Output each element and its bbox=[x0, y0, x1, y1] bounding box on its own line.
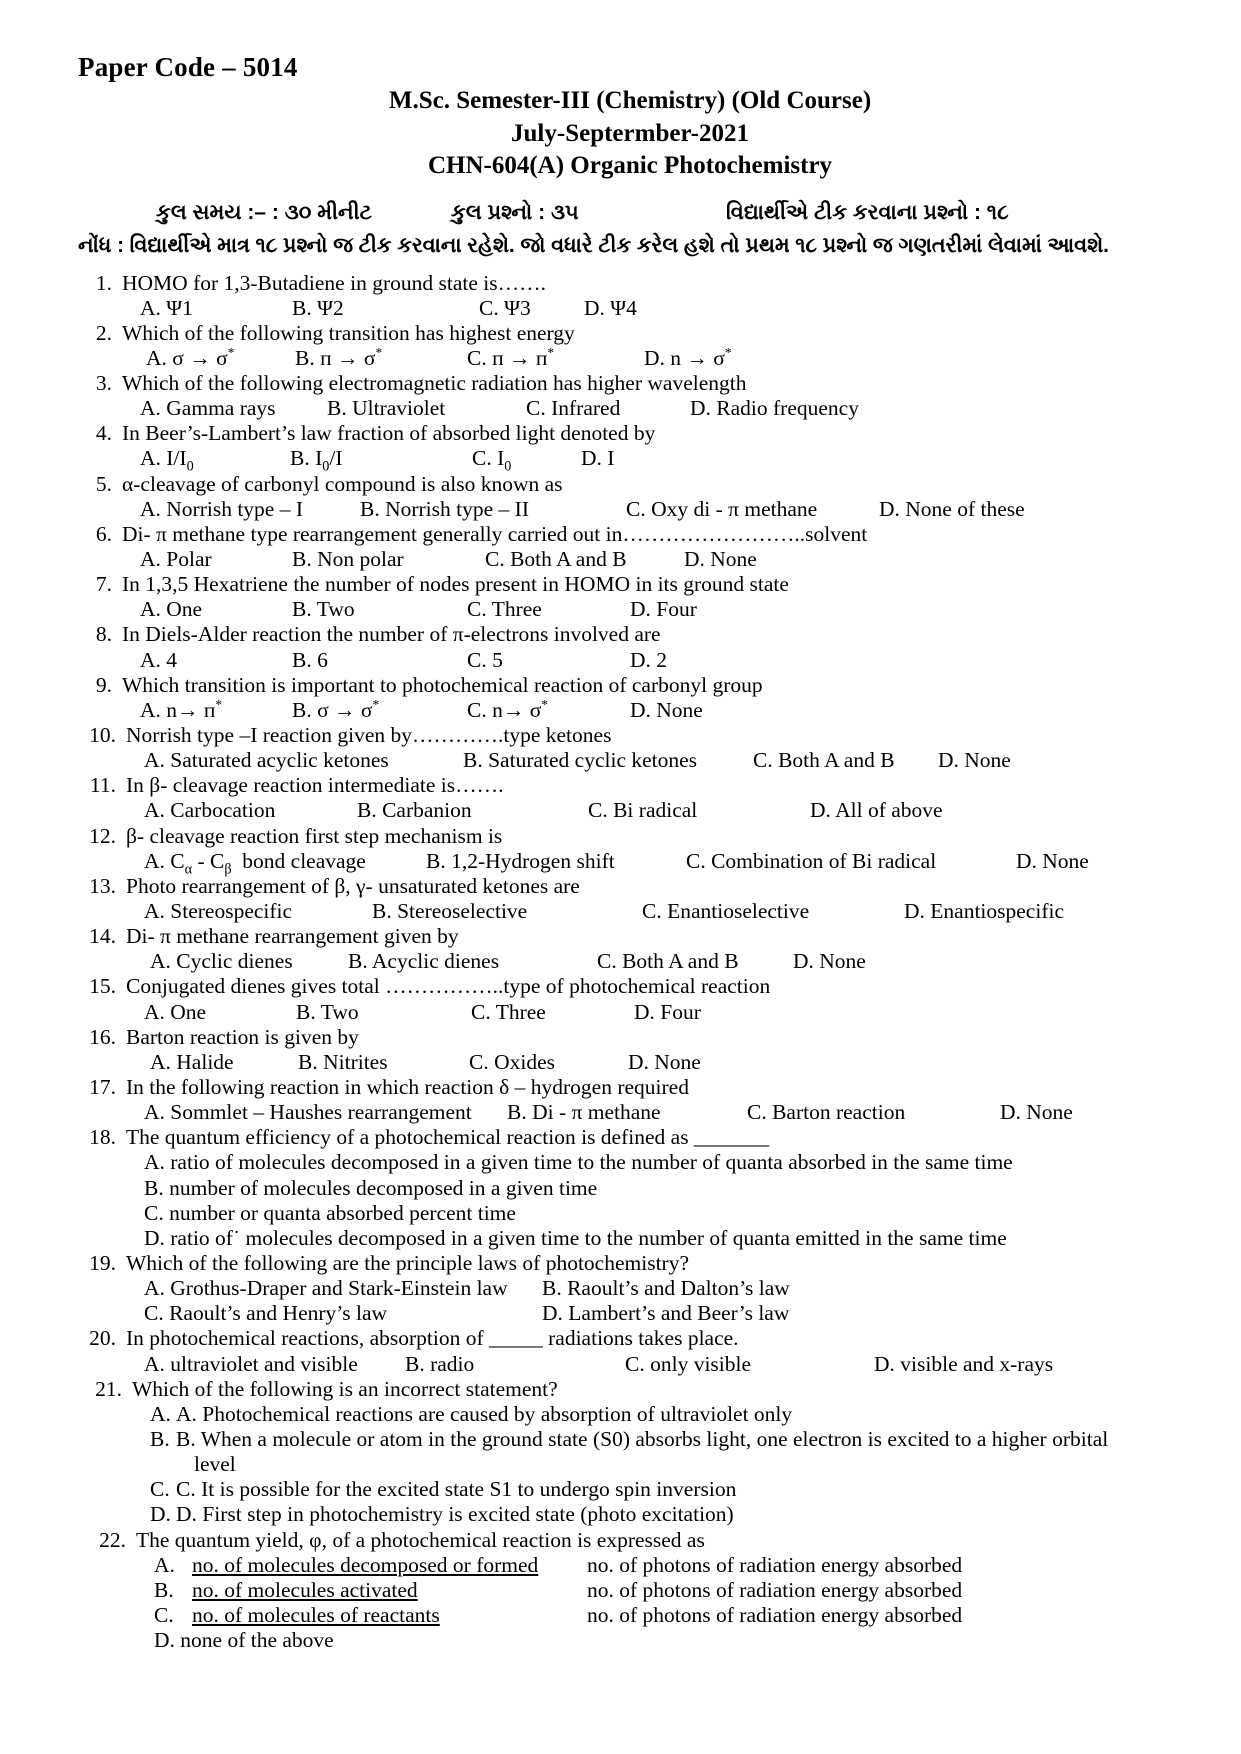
option-a[interactable]: A. σ → σ* bbox=[146, 344, 235, 370]
option-row bbox=[126, 1050, 1146, 1075]
exam-title-line3: CHN-604(A) Organic Photochemistry bbox=[427, 152, 833, 179]
option-row bbox=[122, 698, 1146, 723]
option-row bbox=[122, 597, 1146, 622]
option-c[interactable]: C. Three bbox=[471, 999, 546, 1024]
option-c[interactable]: C. Oxy di - π methane bbox=[626, 496, 818, 521]
question-number: 18. bbox=[89, 1125, 116, 1150]
option-c[interactable]: C. number or quanta absorbed percent time bbox=[144, 1200, 516, 1225]
option-b[interactable]: B. Non polar bbox=[292, 547, 404, 572]
question-text: Di- π methane rearrangement given by bbox=[126, 924, 459, 949]
question-item bbox=[78, 773, 1146, 823]
option-b[interactable]: B. σ → σ* bbox=[292, 696, 380, 722]
option-a[interactable]: A. 4 bbox=[140, 647, 178, 672]
option-c[interactable]: C. Combination of Bi radical bbox=[686, 848, 937, 873]
option-row bbox=[126, 1301, 1146, 1326]
question-item bbox=[78, 1377, 1146, 1528]
question-text: α-cleavage of carbonyl compound is also known as bbox=[122, 471, 563, 496]
question-text: In Beer’s-Lambert’s law fraction of absorbed light denoted by bbox=[122, 421, 656, 446]
question-number: 13. bbox=[89, 873, 116, 898]
option-c-text: C. It is possible for the excited state S1 to undergo spin inversion bbox=[176, 1477, 737, 1502]
option-b[interactable]: B. B. When a molecule or atom in the ground state (S0) absorbs light, one electron is excited to a higher orbital bbox=[150, 1426, 1109, 1451]
option-a[interactable]: A. Polar bbox=[140, 547, 212, 572]
option-c[interactable]: C. C. It is possible for the excited state S1 to undergo spin inversion bbox=[150, 1477, 737, 1502]
option-row bbox=[126, 949, 1146, 974]
option-d[interactable]: D. None bbox=[938, 748, 1011, 773]
option-c[interactable]: C. Both A and B bbox=[753, 748, 895, 773]
question-text: Which of the following electromagnetic radiation has higher wavelength bbox=[122, 371, 747, 396]
option-c-label: C. bbox=[154, 1602, 174, 1627]
question-number: 15. bbox=[89, 974, 116, 999]
option-b[interactable]: B. Stereoselective bbox=[372, 899, 528, 924]
question-number: 5. bbox=[95, 471, 112, 496]
question-number: 8. bbox=[95, 622, 112, 647]
option-a[interactable]: A. ratio of molecules decomposed in a given time to the number of quanta absorbed in the same time bbox=[144, 1150, 1013, 1175]
option-row bbox=[126, 748, 1146, 773]
option-row bbox=[126, 1000, 1146, 1025]
question-number: 6. bbox=[95, 521, 112, 546]
option-c[interactable]: C. n→ σ* bbox=[467, 696, 548, 722]
option-d[interactable]: D. I bbox=[581, 446, 615, 471]
option-d[interactable]: D. none of the above bbox=[154, 1628, 334, 1653]
instructions-note: નોંધ : વિદ્યાર્થીએ માત્ર ૧૮ પ્રશ્નો જ ટીક કરવાના રહેશે. જો વધારે ટીક કરેલ હશે તો પ્રથમ ૧૮ પ્રશ્નો જ ગણતરીમાં લેવામાં આવશે. bbox=[78, 233, 1109, 257]
option-row bbox=[126, 1352, 1146, 1377]
paper-code: Paper Code – 5014 bbox=[78, 52, 298, 82]
option-c[interactable]: C. Barton reaction bbox=[747, 1100, 906, 1125]
question-item bbox=[78, 874, 1146, 924]
question-text: Norrish type –I reaction given by………….type ketones bbox=[126, 723, 612, 748]
option-c[interactable]: C. only visible bbox=[625, 1351, 752, 1376]
question-text: HOMO for 1,3-Butadiene in ground state is……. bbox=[122, 270, 546, 295]
option-a-denominator: no. of photons of radiation energy absorbed bbox=[587, 1552, 963, 1577]
option-d[interactable]: D. None bbox=[1000, 1100, 1073, 1125]
question-number: 2. bbox=[95, 320, 112, 345]
option-b[interactable]: B. number of molecules decomposed in a given time bbox=[144, 1175, 598, 1200]
question-number: 12. bbox=[89, 823, 116, 848]
option-c[interactable]: C. Both A and B bbox=[597, 949, 739, 974]
question-text: In photochemical reactions, absorption of _____ radiations takes place. bbox=[126, 1326, 739, 1351]
question-text: Which transition is important to photochemical reaction of carbonyl group bbox=[122, 672, 763, 697]
question-number: 4. bbox=[95, 421, 112, 446]
option-b[interactable]: B. Acyclic dienes bbox=[348, 949, 500, 974]
option-row bbox=[122, 296, 1146, 321]
option-a[interactable]: A. A. Photochemical reactions are caused by absorption of ultraviolet only bbox=[150, 1401, 793, 1426]
option-c[interactable]: C. Bi radical bbox=[588, 798, 698, 823]
option-a-label: A. bbox=[154, 1552, 175, 1577]
question-number: 16. bbox=[89, 1024, 116, 1049]
question-text: Di- π methane type rearrangement generally carried out in……………………..solvent bbox=[122, 521, 868, 546]
option-c[interactable]: C. Both A and B bbox=[485, 547, 627, 572]
question-item bbox=[78, 522, 1146, 572]
exam-title-line2: July-Septermber-2021 bbox=[511, 119, 749, 147]
option-row bbox=[122, 446, 1146, 475]
option-b[interactable]: B. 6 bbox=[292, 647, 328, 672]
option-b[interactable]: B. Carbanion bbox=[357, 798, 472, 823]
question-item bbox=[78, 472, 1146, 522]
option-a[interactable] bbox=[136, 1553, 1146, 1578]
option-d[interactable]: D. visible and x-rays bbox=[874, 1351, 1054, 1376]
option-d[interactable]: D. Four bbox=[634, 999, 701, 1024]
option-row bbox=[126, 1100, 1146, 1125]
question-number: 7. bbox=[95, 572, 112, 597]
question-number: 3. bbox=[95, 371, 112, 396]
question-item bbox=[78, 371, 1146, 421]
option-a[interactable]: A. Cyclic dienes bbox=[150, 949, 293, 974]
question-item bbox=[78, 321, 1146, 371]
question-item bbox=[78, 1075, 1146, 1125]
option-a[interactable]: A. Stereospecific bbox=[144, 899, 293, 924]
option-row bbox=[126, 1276, 1146, 1301]
option-b[interactable]: B. $I_0/I$ bbox=[290, 446, 343, 475]
question-number: 22. bbox=[99, 1527, 126, 1552]
question-list bbox=[78, 271, 1146, 1654]
question-text: The quantum efficiency of a photochemical reaction is defined as _______ bbox=[126, 1125, 770, 1150]
question-text: In the following reaction in which reaction δ – hydrogen required bbox=[126, 1075, 689, 1099]
question-text: Which of the following are the principle laws of photochemistry? bbox=[126, 1250, 690, 1275]
option-d[interactable]: D. D. First step in photochemistry is excited state (photo excitation) bbox=[150, 1502, 734, 1527]
option-row bbox=[122, 547, 1146, 572]
option-b[interactable]: B. Nitrites bbox=[298, 1049, 388, 1074]
option-c[interactable]: C. п → п* bbox=[467, 344, 555, 370]
option-c-denominator: no. of photons of radiation energy absorbed bbox=[587, 1602, 963, 1627]
question-item bbox=[78, 1025, 1146, 1075]
option-d[interactable]: D. None bbox=[1016, 848, 1089, 873]
question-number: 9. bbox=[95, 672, 112, 697]
option-row bbox=[126, 899, 1146, 924]
question-number: 14. bbox=[89, 924, 116, 949]
question-text: Which of the following transition has highest energy bbox=[122, 320, 575, 345]
question-item bbox=[78, 271, 1146, 321]
option-c-numerator: no. of molecules of reactants bbox=[192, 1602, 440, 1627]
option-d[interactable]: D. 2 bbox=[630, 647, 668, 672]
option-d[interactable]: D. Ψ4 bbox=[584, 295, 637, 320]
option-c[interactable]: C. Raoult’s and Henry’s law bbox=[144, 1301, 388, 1326]
option-a[interactable]: A. One bbox=[144, 999, 207, 1024]
option-d[interactable]: D. Radio frequency bbox=[690, 396, 859, 421]
question-item bbox=[78, 622, 1146, 672]
question-text: β- cleavage reaction first step mechanism is bbox=[126, 823, 503, 848]
option-b-label: B. bbox=[154, 1577, 174, 1602]
option-b[interactable]: B. Di - π methane bbox=[507, 1100, 661, 1125]
option-b[interactable]: B. Two bbox=[292, 597, 355, 622]
option-d[interactable]: D. None bbox=[793, 949, 866, 974]
question-text: Which of the following is an incorrect statement? bbox=[132, 1376, 558, 1401]
option-d[interactable]: D. Enantiospecific bbox=[904, 899, 1065, 924]
option-row bbox=[122, 396, 1146, 421]
option-a-text: A. Photochemical reactions are caused by absorption of ultraviolet only bbox=[176, 1401, 793, 1426]
option-b[interactable]: B. Norrish type – II bbox=[360, 496, 529, 521]
question-item bbox=[78, 1326, 1146, 1376]
option-b[interactable]: B. Raoult’s and Dalton’s law bbox=[542, 1276, 790, 1301]
question-item bbox=[78, 823, 1146, 878]
total-time-label: કુલ સમય :– : ૩૦ મીનીટ bbox=[156, 200, 372, 224]
total-questions-label: કુલ પ્રશ્નો : ૩૫ bbox=[451, 200, 579, 224]
exam-title-block bbox=[114, 85, 1146, 183]
question-item bbox=[78, 723, 1146, 773]
exam-title-line1: M.Sc. Semester-III (Chemistry) (Old Course) bbox=[388, 87, 872, 114]
question-number: 11. bbox=[89, 773, 116, 798]
question-number: 19. bbox=[89, 1250, 116, 1275]
option-c[interactable]: C. $I_0$ bbox=[472, 446, 512, 475]
question-number: 17. bbox=[89, 1075, 116, 1099]
option-c[interactable]: C. Enantioselective bbox=[642, 899, 810, 924]
question-item bbox=[78, 974, 1146, 1024]
option-a[interactable]: A. Norrish type – I bbox=[140, 496, 304, 521]
question-text: The quantum yield, φ, of a photochemical reaction is expressed as bbox=[136, 1527, 705, 1552]
option-a[interactable]: A. $C_\alpha - C_\beta$ bond cleavage bbox=[144, 848, 366, 878]
option-a[interactable]: A. Saturated acyclic ketones bbox=[144, 748, 389, 773]
option-b-text: B. When a molecule or atom in the ground state (S0) absorbs light, one electron is excited to a higher orbital bbox=[176, 1426, 1109, 1451]
option-row bbox=[122, 346, 1146, 371]
option-a[interactable]: A. Grothus-Draper and Stark-Einstein law bbox=[144, 1276, 508, 1301]
option-b[interactable]: B. Ultraviolet bbox=[327, 396, 446, 421]
option-a[interactable]: A. Sommlet – Haushes rearrangement bbox=[144, 1100, 472, 1125]
option-d-text: D. First step in photochemistry is excited state (photo excitation) bbox=[176, 1502, 734, 1527]
option-d[interactable]: D. None bbox=[630, 697, 703, 722]
question-number: 1. bbox=[95, 270, 112, 295]
option-c[interactable]: C. Ψ3 bbox=[479, 295, 531, 320]
option-d[interactable]: D. None of these bbox=[879, 496, 1025, 521]
option-b[interactable]: B. Two bbox=[296, 999, 359, 1024]
question-number: 10. bbox=[89, 723, 116, 748]
option-b[interactable]: B. Ψ2 bbox=[292, 295, 344, 320]
option-c[interactable]: C. 5 bbox=[467, 647, 503, 672]
option-a[interactable]: A. n→ п* bbox=[140, 696, 223, 722]
question-item bbox=[78, 673, 1146, 723]
option-a[interactable]: A. ultraviolet and visible bbox=[144, 1351, 358, 1376]
question-item bbox=[78, 421, 1146, 475]
question-item bbox=[78, 924, 1146, 974]
question-number: 20. bbox=[89, 1326, 116, 1351]
option-d[interactable]: D. None bbox=[628, 1049, 701, 1074]
option-c[interactable]: C. Oxides bbox=[469, 1049, 555, 1074]
question-text: Conjugated dienes gives total ……………..type of photochemical reaction bbox=[126, 974, 771, 999]
option-row bbox=[122, 497, 1146, 522]
option-c[interactable]: C. Infrared bbox=[526, 396, 621, 421]
option-a[interactable]: A. $I/I_0$ bbox=[140, 446, 194, 475]
option-d[interactable]: D. Four bbox=[630, 597, 697, 622]
option-a[interactable]: A. Ψ1 bbox=[140, 295, 193, 320]
exam-meta-row bbox=[78, 201, 1146, 225]
option-b-denominator: no. of photons of radiation energy absorbed bbox=[587, 1577, 963, 1602]
option-b[interactable] bbox=[136, 1578, 1146, 1603]
option-d[interactable]: D. None bbox=[684, 547, 757, 572]
option-b-continuation: level bbox=[194, 1452, 236, 1477]
question-item bbox=[78, 1251, 1146, 1326]
questions-to-tick-label: વિદ્યાર્થીએ ટીક કરવાના પ્રશ્નો : ૧૮ bbox=[726, 200, 1009, 224]
option-row bbox=[126, 848, 1146, 878]
option-a[interactable]: A. One bbox=[140, 597, 203, 622]
option-c[interactable]: C. Three bbox=[467, 597, 542, 622]
option-d[interactable]: D. Lambert’s and Beer’s law bbox=[542, 1301, 790, 1326]
option-a-numerator: no. of molecules decomposed or formed bbox=[192, 1552, 539, 1577]
question-number: 21. bbox=[95, 1376, 122, 1401]
option-a[interactable]: A. Gamma rays bbox=[140, 396, 276, 421]
option-row bbox=[126, 798, 1146, 823]
question-text: In β- cleavage reaction intermediate is……. bbox=[126, 773, 504, 798]
question-item bbox=[78, 1528, 1146, 1654]
option-b[interactable]: B. Saturated cyclic ketones bbox=[463, 748, 698, 773]
option-d[interactable]: D. ratio of˙ molecules decomposed in a given time to the number of quanta emitted in the same time bbox=[144, 1225, 1007, 1250]
option-b[interactable]: B. radio bbox=[405, 1351, 475, 1376]
option-b[interactable]: B. п → σ* bbox=[295, 344, 383, 370]
option-a[interactable]: A. Halide bbox=[150, 1049, 234, 1074]
option-a[interactable]: A. Carbocation bbox=[144, 798, 276, 823]
option-b-numerator: no. of molecules activated bbox=[192, 1577, 418, 1602]
question-item bbox=[78, 572, 1146, 622]
option-c[interactable] bbox=[136, 1603, 1146, 1628]
question-text: In 1,3,5 Hexatriene the number of nodes present in HOMO in its ground state bbox=[122, 572, 789, 597]
question-text: Photo rearrangement of β, γ- unsaturated ketones are bbox=[126, 873, 580, 898]
option-row bbox=[122, 648, 1146, 673]
option-d[interactable]: D. n → σ* bbox=[644, 344, 732, 370]
option-b[interactable]: B. 1,2-Hydrogen shift bbox=[426, 848, 615, 873]
option-d[interactable]: D. All of above bbox=[810, 798, 943, 823]
question-text: Barton reaction is given by bbox=[126, 1024, 359, 1049]
question-text: In Diels-Alder reaction the number of π-electrons involved are bbox=[122, 622, 661, 647]
question-item bbox=[78, 1125, 1146, 1251]
